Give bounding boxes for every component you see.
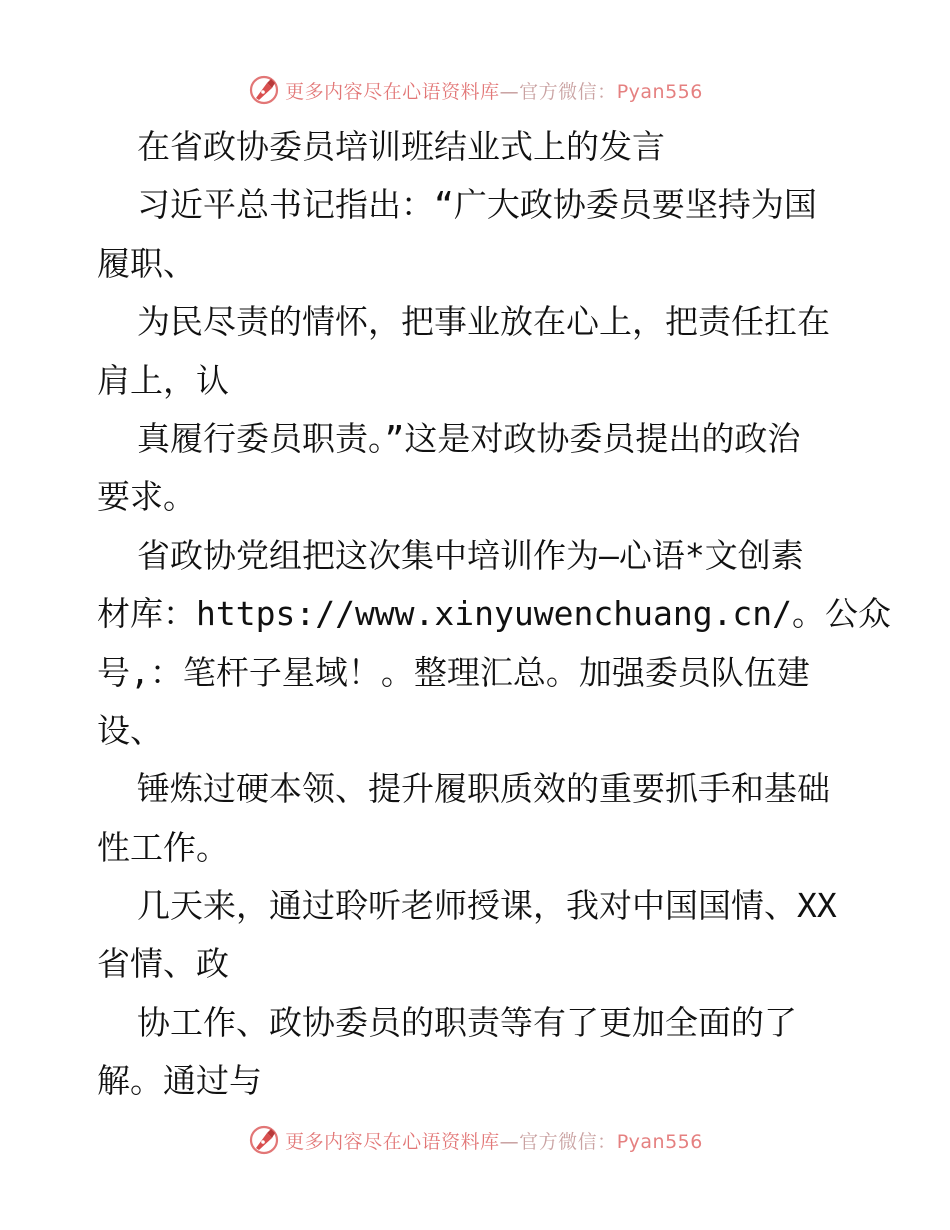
watermark-text [285, 77, 703, 104]
text-line: 为民尽责的情怀，把事业放在心上，把责任扛在 [137, 302, 830, 342]
text-line: 性工作。 [97, 827, 229, 867]
document-body [97, 118, 892, 1111]
pen-nib-logo-icon [247, 73, 281, 107]
watermark-separator: — [499, 1130, 520, 1153]
watermark-main: 更多内容尽在心语资料库 [285, 80, 500, 103]
watermark-wechat-id: Pyan556 [616, 1130, 703, 1153]
text-line: 要求。 [97, 477, 196, 517]
watermark-wechat-label: 官方微信： [519, 80, 617, 103]
watermark-main: 更多内容尽在心语资料库 [285, 1130, 500, 1153]
text-line: 省情、政 [97, 944, 229, 984]
watermark-wechat-label: 官方微信： [519, 1130, 617, 1153]
watermark-separator: — [499, 80, 520, 103]
text-line-url: 材库：https://www.xinyuwenchuang.cn/。公众 [97, 594, 892, 634]
document-title: 在省政协委员培训班结业式上的发言 [137, 127, 665, 166]
text-line: 几天来，通过聆听老师授课，我对中国国情、XX [137, 886, 837, 926]
text-line: 锤炼过硬本领、提升履职质效的重要抓手和基础 [137, 769, 830, 809]
watermark-text [285, 1127, 703, 1154]
watermark-footer [0, 1122, 950, 1158]
text-line: 习近平总书记指出：“广大政协委员要坚持为国 [137, 185, 817, 225]
text-line: 省政协党组把这次集中培训作为—心语*文创素 [137, 535, 804, 575]
text-line: 号,：笔杆子星域！。整理汇总。加强委员队伍建 [97, 652, 810, 692]
watermark-wechat-id: Pyan556 [616, 80, 703, 103]
watermark-header [0, 72, 950, 108]
text-line: 肩上，认 [97, 360, 229, 400]
text-line: 解。通过与 [97, 1061, 262, 1101]
text-line: 履职、 [97, 243, 196, 283]
text-line: 真履行委员职责。”这是对政协委员提出的政治 [137, 418, 801, 458]
text-line: 设、 [97, 710, 163, 750]
text-line: 协工作、政协委员的职责等有了更加全面的了 [137, 1002, 797, 1042]
pen-nib-logo-icon [247, 1123, 281, 1157]
